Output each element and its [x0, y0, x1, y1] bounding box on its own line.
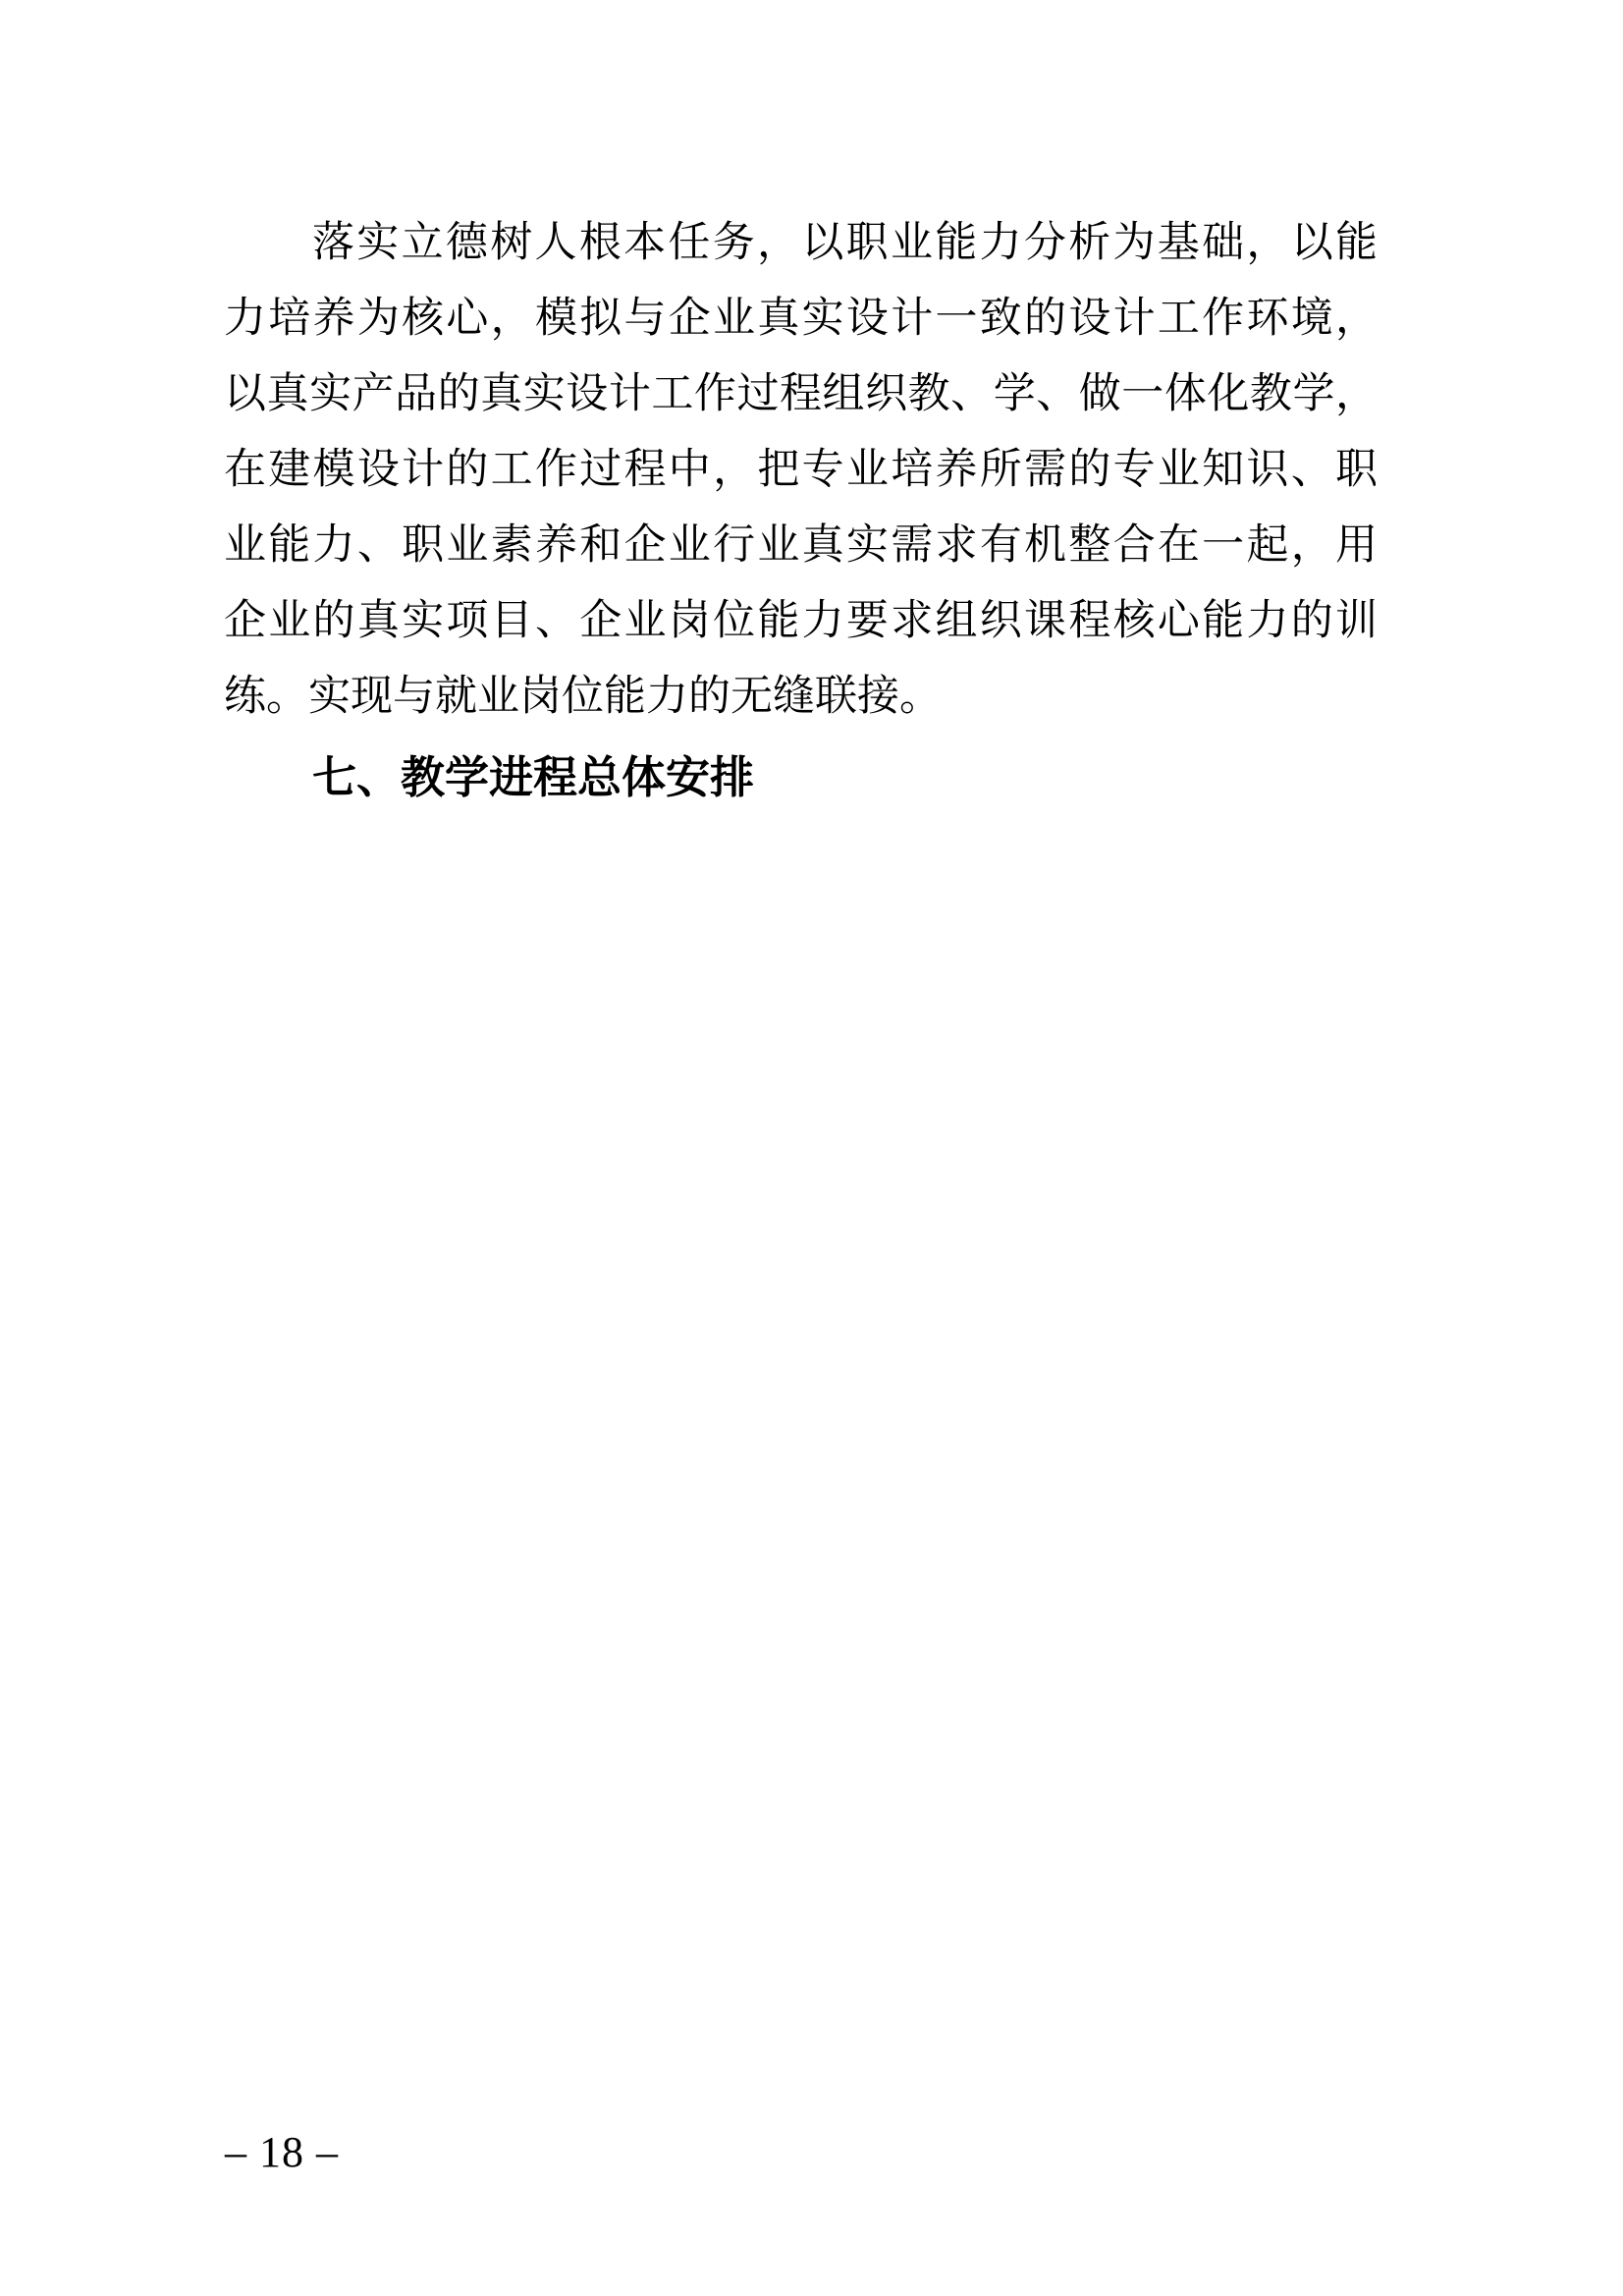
document-body [224, 205, 1378, 816]
paragraph-line: 业能力、职业素养和企业行业真实需求有机整合在一起，用 [224, 522, 1378, 569]
paragraph-line: 以真实产品的真实设计工作过程组织教、学、做一体化教学， [224, 371, 1378, 417]
paragraph-line: 在建模设计的工作过程中，把专业培养所需的专业知识、职 [224, 447, 1378, 493]
section-heading: 七、教学进程总体安排 [312, 753, 755, 802]
paragraph-line: 落实立德树人根本任务，以职业能力分析为基础，以能 [312, 220, 1378, 266]
paragraph-line: 企业的真实项目、企业岗位能力要求组织课程核心能力的训 [224, 598, 1378, 644]
page-number: – 18 – [225, 2128, 339, 2176]
paragraph-line: 练。实现与就业岗位能力的无缝联接。 [224, 674, 942, 720]
paragraph-line: 力培养为核心，模拟与企业真实设计一致的设计工作环境， [224, 296, 1378, 342]
